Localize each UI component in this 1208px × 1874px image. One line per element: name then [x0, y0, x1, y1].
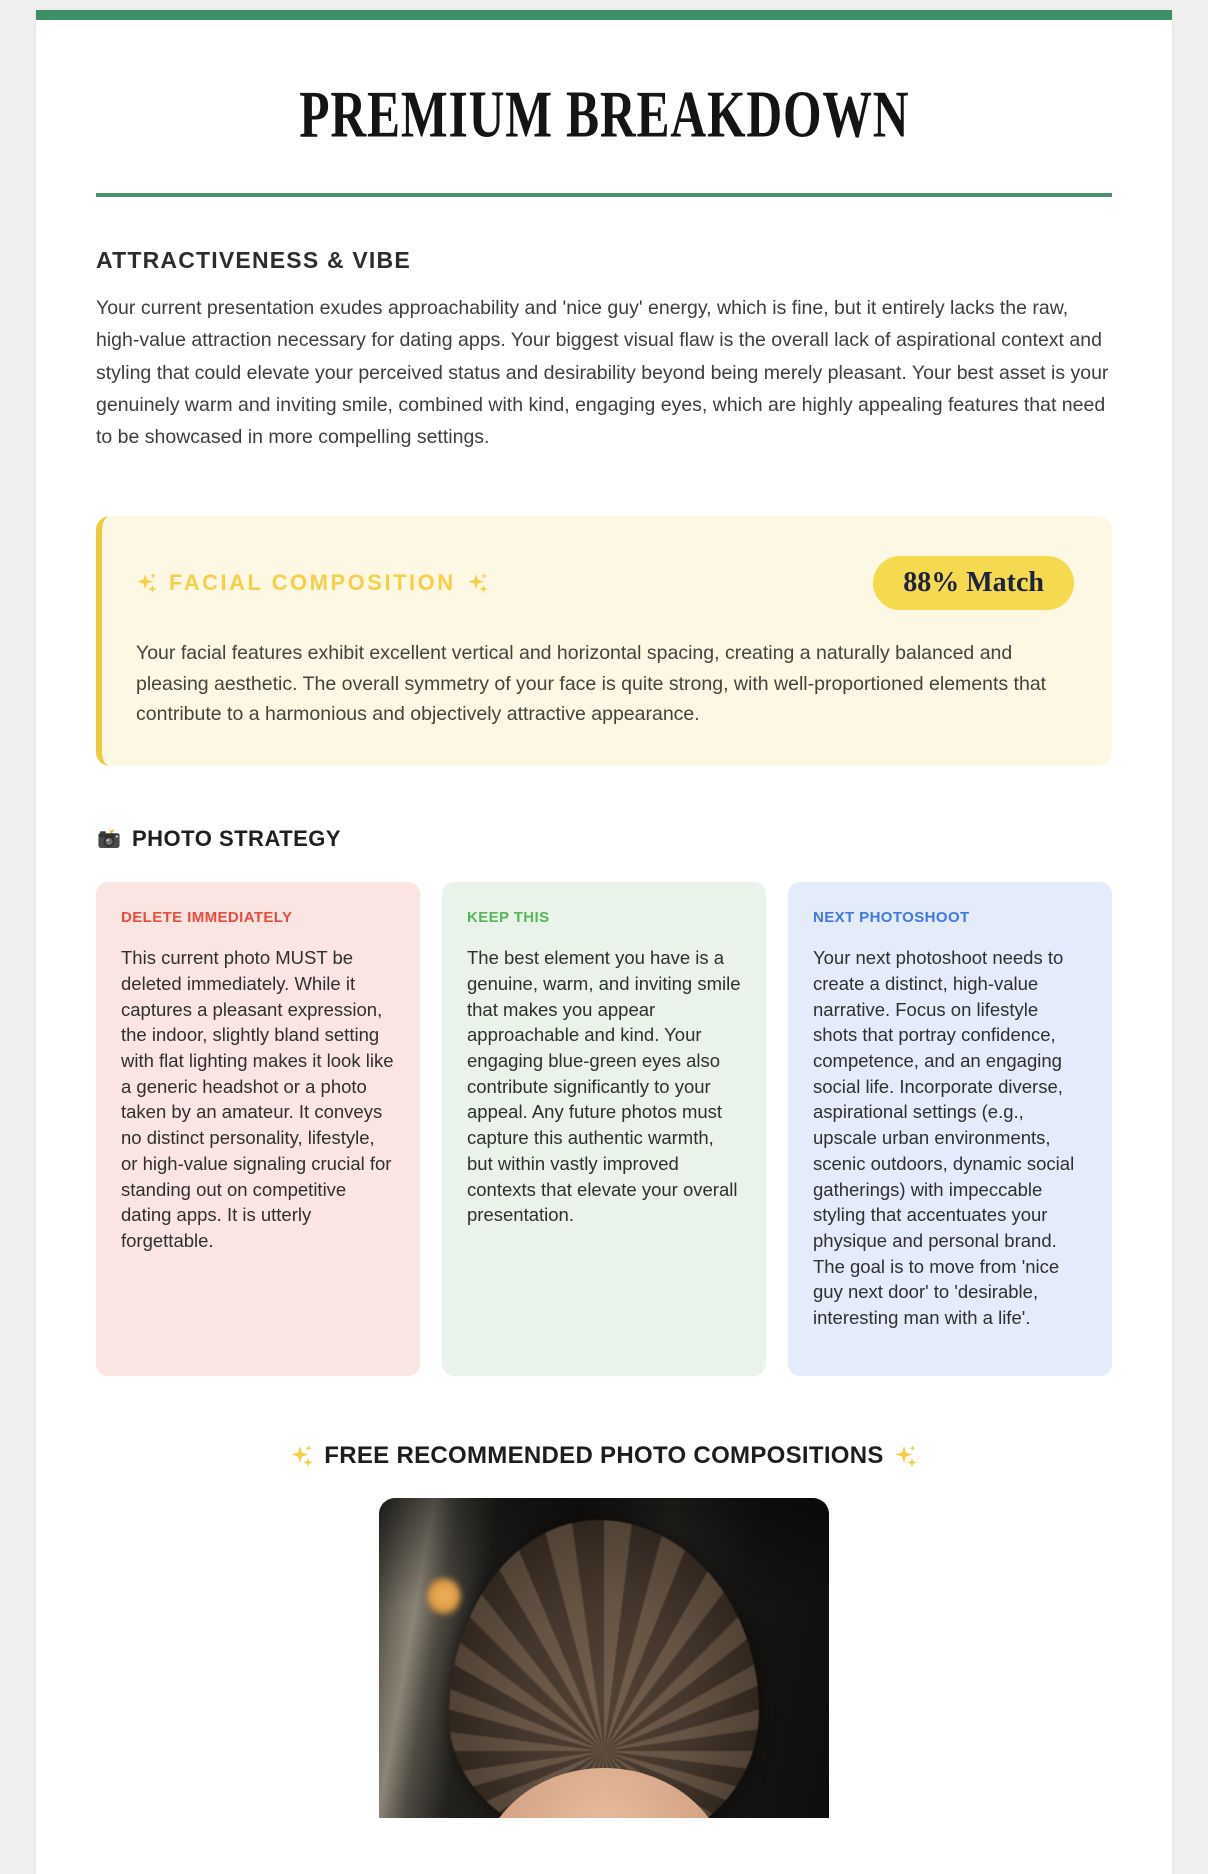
- card-label: KEEP THIS: [467, 909, 550, 927]
- card-next-photoshoot: [788, 882, 1112, 1376]
- facial-composition-box: [96, 516, 1112, 766]
- sparkles-icon: [290, 1444, 314, 1468]
- recommended-photo: [379, 1498, 829, 1818]
- card-body: The best element you have is a genuine, warm, and inviting smile that makes you appear approachable and kind. Your engaging blue-green eyes also contribute significantly to your appeal. Any future photos must capture this authentic warmth, but within vastly improved contexts that elevate your overall presentation.: [467, 947, 741, 1226]
- facial-composition-body: Your facial features exhibit excellent vertical and horizontal spacing, creating a naturally balanced and pleasing aesthetic. The overall symmetry of your face is quite strong, with well-proportioned elements that contribute to a harmonious and objectively attractive appearance.: [136, 641, 1047, 726]
- card-body: This current photo MUST be deleted immediately. While it captures a pleasant expression, the indoor, slightly bland setting with flat lighting makes it look like a generic headshot or a photo taken by an amateur. It conveys no distinct personality, lifestyle, or high-value signaling crucial for standing out on competitive dating apps. It is utterly forgettable.: [121, 947, 394, 1251]
- match-score-badge: 88% Match: [873, 556, 1074, 610]
- card-label: DELETE IMMEDIATELY: [121, 909, 293, 927]
- photo-strategy-heading: PHOTO STRATEGY: [96, 826, 1112, 852]
- sparkles-icon: [467, 572, 489, 594]
- attractiveness-heading: ATTRACTIVENESS & VIBE: [96, 247, 411, 273]
- photo-strategy-cards: [96, 882, 1112, 1376]
- free-compositions-heading: FREE RECOMMENDED PHOTO COMPOSITIONS: [96, 1442, 1112, 1470]
- attractiveness-body: Your current presentation exudes approachability and 'nice guy' energy, which is fine, but it entirely lacks the raw, high-value attraction necessary for dating apps. Your biggest visual flaw is the overall lack of aspirational context and styling that could elevate your perceived status and desirability beyond being merely pleasant. Your best asset is your genuinely warm and inviting smile, combined with kind, engaging eyes, which are highly appealing features that need to be showcased in more compelling settings.: [96, 297, 1109, 449]
- facial-composition-heading: FACIAL COMPOSITION: [136, 570, 489, 596]
- sparkles-icon: [136, 572, 158, 594]
- card-body: Your next photoshoot needs to create a distinct, high-value narrative. Focus on lifestyle shots that portray confidence, competence, and an engaging social life. Incorporate diverse, aspirational settings (e.g., upscale urban environments, scenic outdoors, dynamic social gatherings) with impeccable styling that accentuates your physique and personal brand. The goal is to move from 'nice guy next door' to 'desirable, interesting man with a life'.: [813, 947, 1075, 1329]
- sparkles-icon: [894, 1444, 918, 1468]
- report-card: [36, 10, 1172, 1874]
- title-divider: [96, 193, 1112, 197]
- card-delete-immediately: [96, 882, 420, 1376]
- bokeh-light: [427, 1576, 461, 1616]
- page-title: PREMIUM BREAKDOWN: [298, 78, 910, 152]
- card-label: NEXT PHOTOSHOOT: [813, 909, 970, 927]
- camera-flash-icon: [96, 826, 122, 852]
- brand-top-bar: [36, 10, 1172, 20]
- card-keep-this: [442, 882, 766, 1376]
